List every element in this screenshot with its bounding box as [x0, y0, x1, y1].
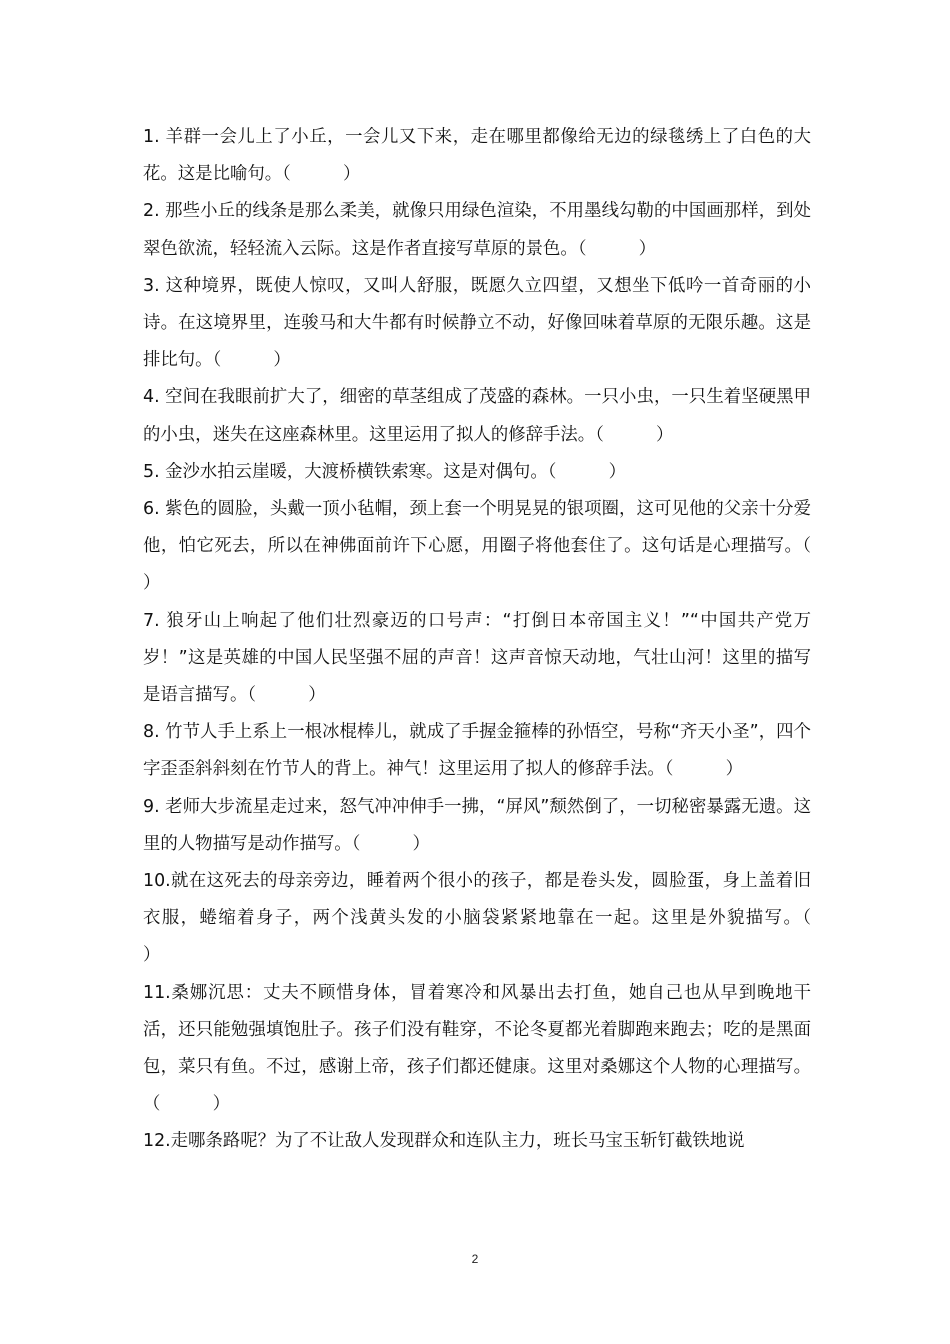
question-10: 10.就在这死去的母亲旁边，睡着两个很小的孩子，都是卷头发，圆脸蛋，身上盖着旧衣服，蜷缩着身子，两个浅黄头发的小脑袋紧紧地靠在一起。这里是外貌描写。（ ） — [143, 871, 864, 966]
question-list — [143, 119, 864, 1161]
question-1: 1. 羊群一会儿上了小丘，一会儿又下来，走在哪里都像给无边的绿毯绣上了白色的大花。这是比喻句。（ ） — [143, 127, 811, 185]
question-12: 12.走哪条路呢？为了不让敌人发现群众和连队主力，班长马宝玉斩钉截铁地说 — [143, 1131, 745, 1152]
question-7: 7. 狼牙山上响起了他们壮烈豪迈的口号声：“打倒日本帝国主义！”“中国共产党万岁！”这是英雄的中国人民坚强不屈的声音！这声音惊天动地，气壮山河！这里的描写是语言描写。（ ） — [143, 610, 811, 706]
question-5: 5. 金沙水拍云崖暖，大渡桥横铁索寒。这是对偶句。（ ） — [143, 461, 626, 482]
page-number: 2 — [471, 1252, 479, 1266]
question-3: 3. 这种境界，既使人惊叹，又叫人舒服，既愿久立四望，又想坐下低吟一首奇丽的小诗。在这境界里，连骏马和大牛都有时候静立不动，好像回味着草原的无限乐趣。这是排比句。（ ） — [143, 275, 811, 371]
question-11: 11.桑娜沉思：丈夫不顾惜身体，冒着寒冷和风暴出去打鱼，她自己也从早到晚地干活，还只能勉强填饱肚子。孩子们没有鞋穿，不论冬夏都光着脚跑来跑去；吃的是黑面包，菜只有鱼。不过，感谢上帝，孩子们都还健康。这里对桑娜这个人物的心理描写。（ ） — [143, 982, 811, 1115]
question-8: 8. 竹节人手上系上一根冰棍棒儿，就成了手握金箍棒的孙悟空，号称“齐天小圣”，四个字歪歪斜斜刻在竹节人的背上。神气！这里运用了拟人的修辞手法。（ ） — [143, 722, 811, 780]
question-2: 2. 那些小丘的线条是那么柔美，就像只用绿色渲染，不用墨线勾勒的中国画那样，到处翠色欲流，轻轻流入云际。这是作者直接写草原的景色。（ ） — [143, 201, 811, 259]
question-4: 4. 空间在我眼前扩大了，细密的草茎组成了茂盛的森林。一只小虫，一只生着坚硬黑甲的小虫，迷失在这座森林里。这里运用了拟人的修辞手法。（ ） — [143, 387, 811, 445]
question-6: 6. 紫色的圆脸，头戴一顶小毡帽，颈上套一个明晃晃的银项圈，这可见他的父亲十分爱他，怕它死去，所以在神佛面前许下心愿，用圈子将他套住了。这句话是心理描写。（ ） — [143, 499, 864, 594]
question-9: 9. 老师大步流星走过来，怒气冲冲伸手一拂，“屏风”颓然倒了，一切秘密暴露无遗。这里的人物描写是动作描写。（ ） — [143, 796, 811, 854]
